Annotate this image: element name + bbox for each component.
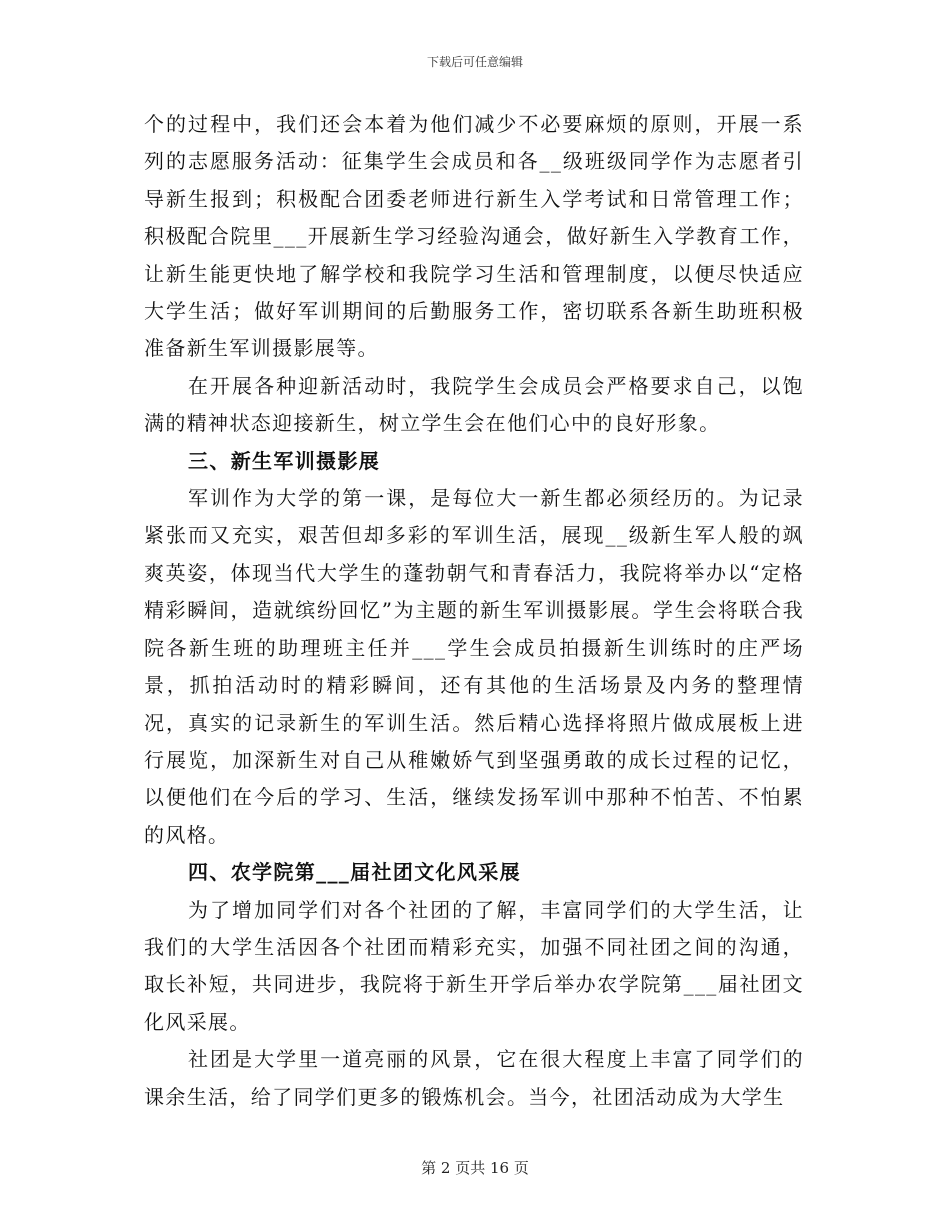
section-heading-military-photo-exhibition: 三、新生军训摄影展 <box>188 448 381 473</box>
paragraph-military-training: 军训作为大学的第一课，是每位大一新生都必须经历的。为记录紧张而又充实，艰苦但却多彩的军训生活，展现__级新生军人般的飒爽英姿，体现当代大学生的蓬勃朝气和青春活力，我院将举办以“定格精彩瞬间，造就缤纷回忆”为主题的新生军训摄影展。学生会将联合我院各新生班的助理班主任并___学生会成员拍摄新生训练时的庄严场景，抓拍活动时的精彩瞬间，还有其他的生活场景及内务的整理情况，真实的记录新生的军训生活。然后精心选择将照片做成展板上进行展览，加深新生对自己从稚嫩娇气到坚强勇敢的成长过程的记忆，以便他们在今后的学习、生活，继续发扬军训中那种不怕苦、不怕累的风格。 <box>144 486 804 847</box>
paragraph-clubs-description: 社团是大学里一道亮丽的风景，它在很大程度上丰富了同学们的课余生活，给了同学们更多的锻炼机会。当今，社团活动成为大学生 <box>144 1047 804 1109</box>
section-heading-club-culture-exhibition: 四、农学院第___届社团文化风采展 <box>188 860 521 885</box>
document-body <box>144 106 804 1116</box>
header-note: 下载后可任意编辑 <box>426 55 523 69</box>
paragraph-club-exhibition-purpose: 为了增加同学们对各个社团的了解，丰富同学们的大学生活，让我们的大学生活因各个社团而精彩充实，加强不同社团之间的沟通，取长补短，共同进步，我院将于新生开学后举办农学院第___届社团文化风采展。 <box>144 897 804 1034</box>
page-number: 第 2 页共 16 页 <box>421 1159 529 1177</box>
paragraph-volunteer-services: 个的过程中，我们还会本着为他们减少不必要麻烦的原则，开展一系列的志愿服务活动：征集学生会成员和各__级班级同学作为志愿者引导新生报到；积极配合团委老师进行新生入学考试和日常管理工作；积极配合院里___开展新生学习经验沟通会，做好新生入学教育工作，让新生能更快地了解学校和我院学习生活和管理制度，以便尽快适应大学生活；做好军训期间的后勤服务工作，密切联系各新生助班积极准备新生军训摄影展等。 <box>144 112 804 361</box>
paragraph-welcome-activities: 在开展各种迎新活动时，我院学生会成员会严格要求自己，以饱满的精神状态迎接新生，树立学生会在他们心中的良好形象。 <box>144 373 804 436</box>
